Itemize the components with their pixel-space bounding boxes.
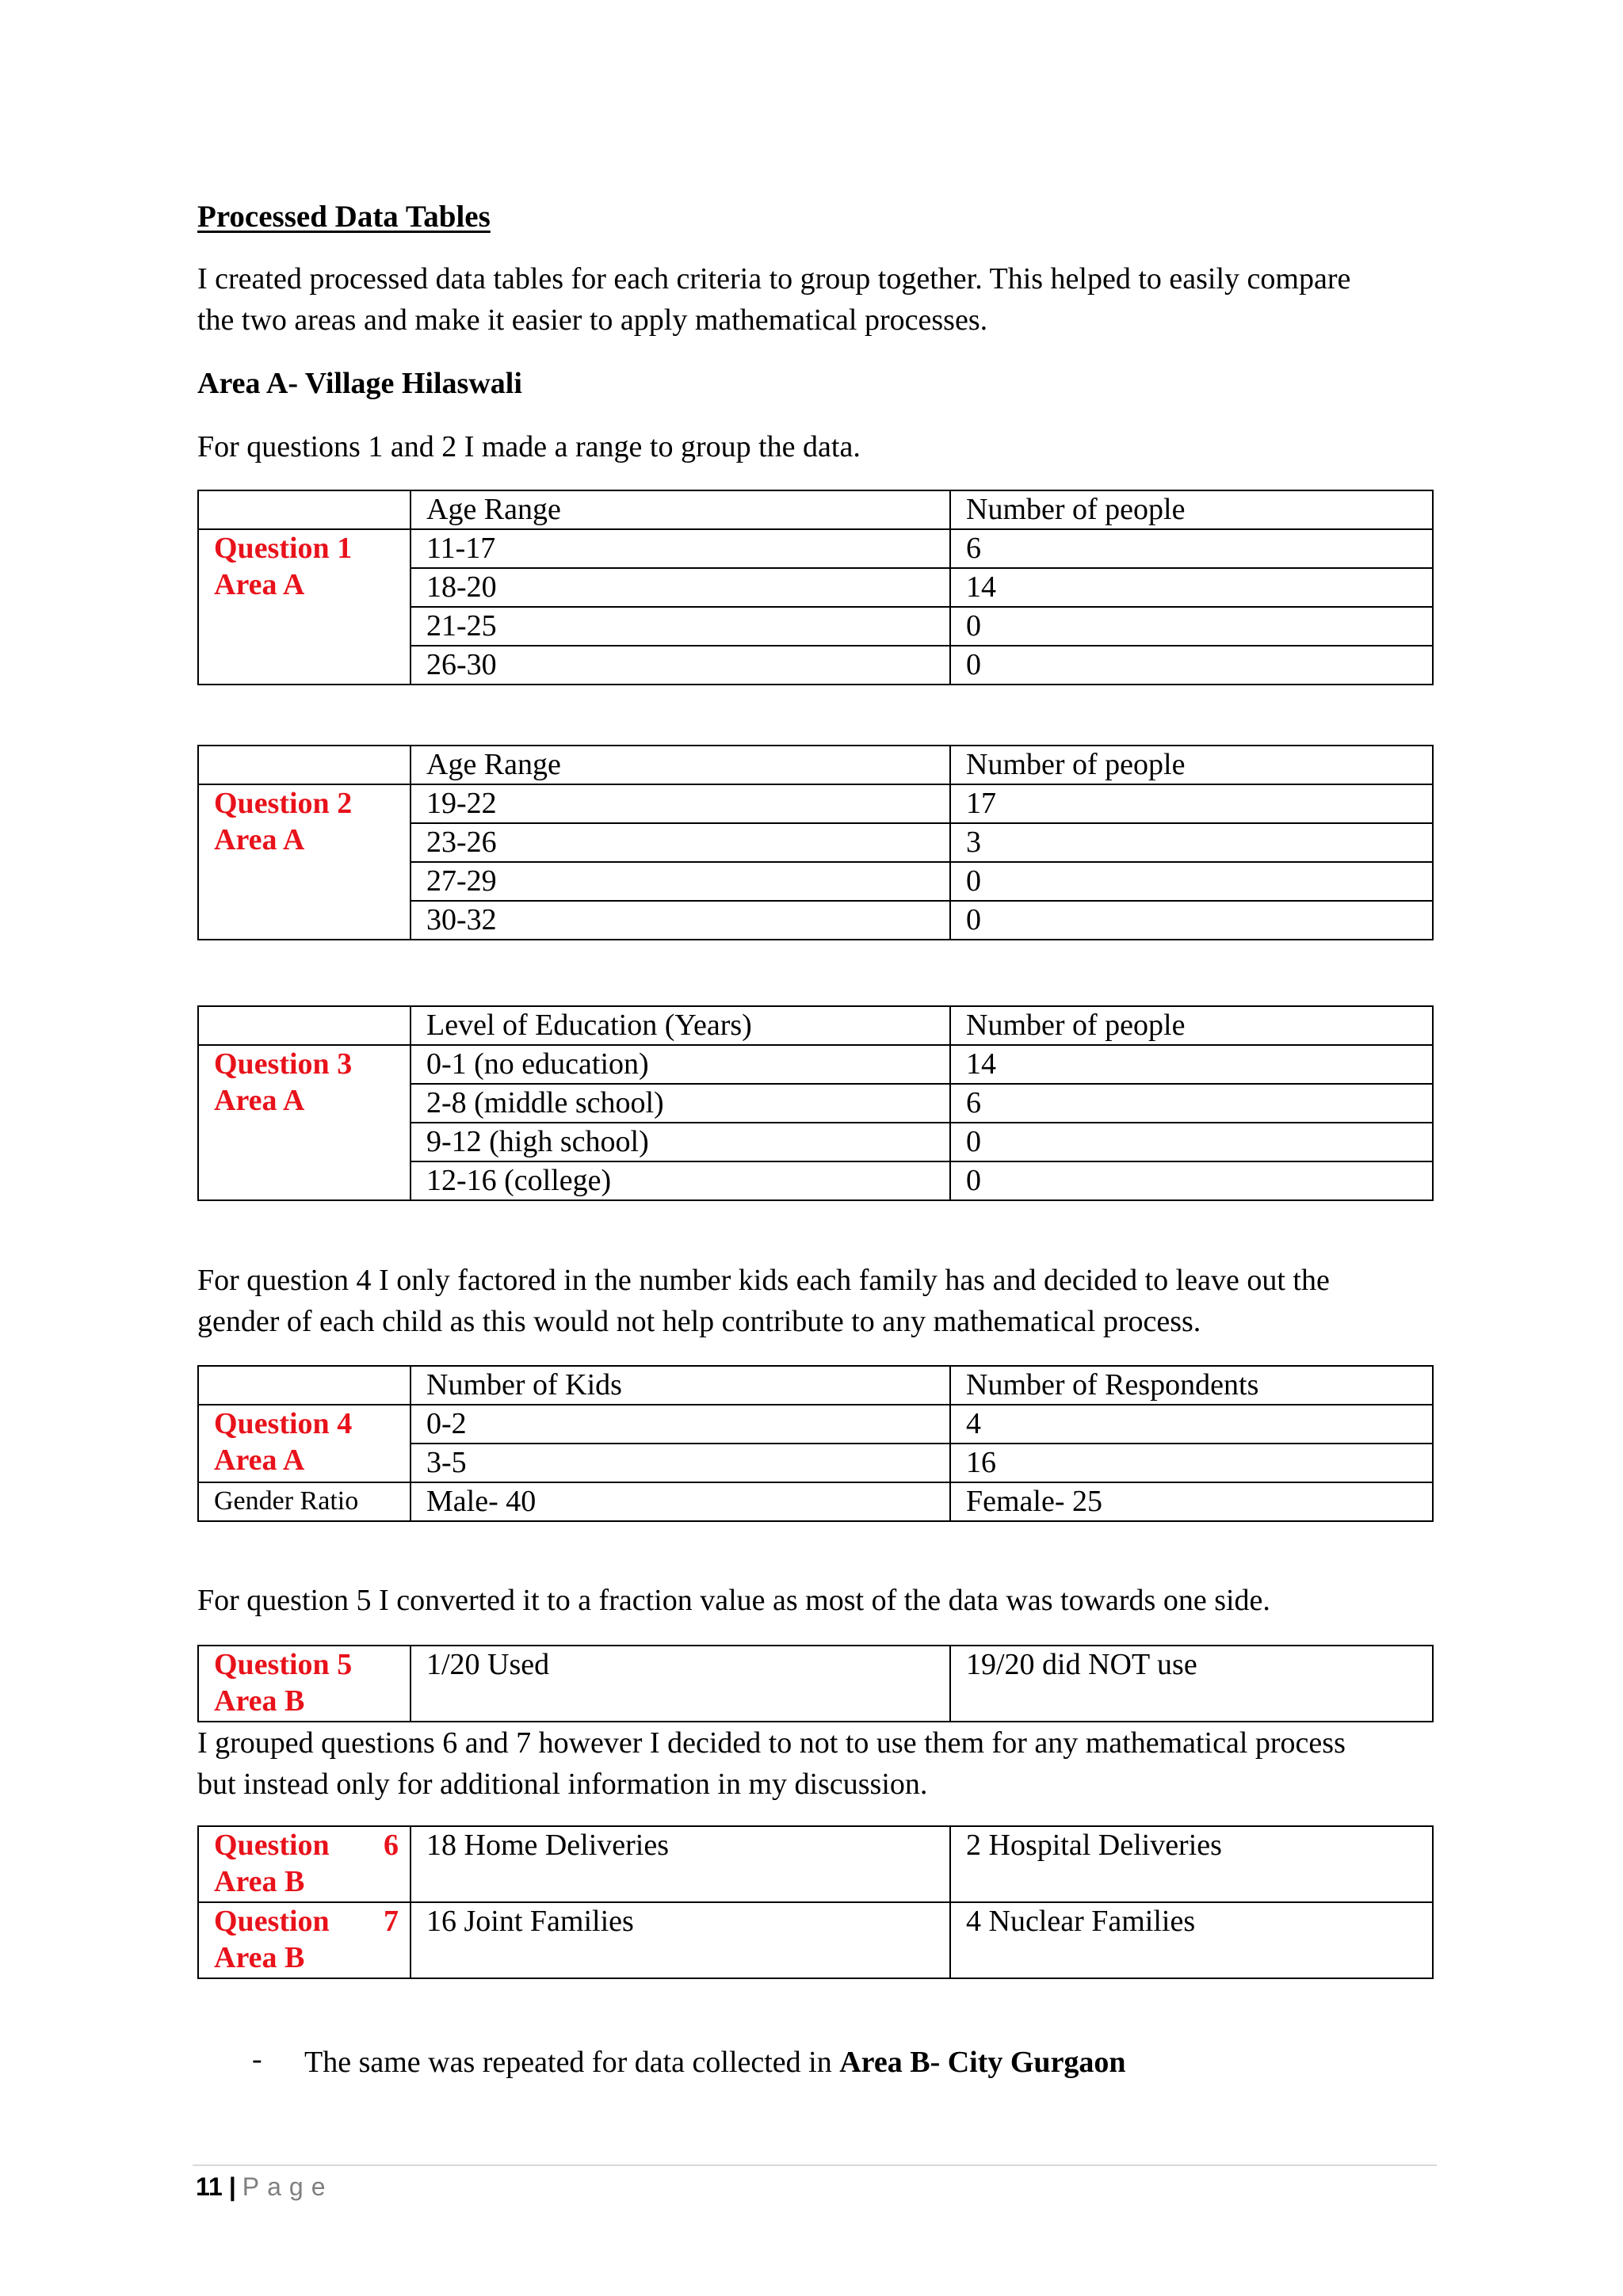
- bullet-item: [304, 2042, 1126, 2083]
- question-label: [198, 1405, 411, 1482]
- empty-header-cell: [198, 746, 411, 784]
- question-label: [198, 1826, 411, 1902]
- table-row: [198, 1482, 1433, 1521]
- table-row: [198, 1646, 1433, 1722]
- value-cell: 19/20 did NOT use: [950, 1646, 1433, 1722]
- q4-note-line-1: For question 4 I only factored in the number kids each family has and decided to leave out the: [197, 1264, 1330, 1297]
- range-cell: 11-17: [411, 529, 950, 568]
- question-number: Question 3: [214, 1047, 353, 1081]
- area-label: Area B: [214, 1865, 305, 1898]
- empty-header-cell: [198, 1366, 411, 1405]
- range-cell: 19-22: [411, 784, 950, 823]
- table-row: [198, 1826, 1433, 1902]
- column-header: Number of people: [950, 490, 1433, 529]
- range-cell: 21-25: [411, 607, 950, 646]
- data-table-4: [197, 1365, 1434, 1522]
- q12-note: For questions 1 and 2 I made a range to group the data.: [197, 430, 861, 463]
- intro-line-1: I created processed data tables for each criteria to group together. This helped to easily compare: [197, 262, 1351, 296]
- count-cell: 0: [950, 607, 1433, 646]
- intro-line-2: the two areas and make it easier to apply mathematical processes.: [197, 303, 988, 337]
- column-header: Number of Respondents: [950, 1366, 1433, 1405]
- table-row: [198, 529, 1433, 568]
- value-cell: 1/20 Used: [411, 1646, 950, 1722]
- q67-note-line-1: I grouped questions 6 and 7 however I decided to not to use them for any mathematical process: [197, 1726, 1346, 1760]
- question-number: Question 6: [214, 1829, 399, 1862]
- data-table-3: [197, 1005, 1434, 1201]
- range-cell: 27-29: [411, 862, 950, 901]
- page-label: Page: [242, 2172, 334, 2201]
- range-cell: 3-5: [411, 1444, 950, 1482]
- data-table-2: [197, 745, 1434, 940]
- count-cell: 0: [950, 1123, 1433, 1161]
- data-table-1: [197, 490, 1434, 685]
- question-number: Question 7: [214, 1905, 399, 1938]
- area-label: Area A: [214, 1084, 305, 1117]
- bullet-text: The same was repeated for data collected in: [304, 2046, 840, 2079]
- value-cell: 16 Joint Families: [411, 1902, 950, 1978]
- value-cell: 2 Hospital Deliveries: [950, 1826, 1433, 1902]
- count-cell: 6: [950, 1084, 1433, 1123]
- table-row: [198, 1405, 1433, 1444]
- empty-header-cell: [198, 1006, 411, 1045]
- header-row: [198, 1366, 1433, 1405]
- range-cell: 26-30: [411, 646, 950, 685]
- column-header: Number of Kids: [411, 1366, 950, 1405]
- count-cell: 16: [950, 1444, 1433, 1482]
- table-row: [198, 784, 1433, 823]
- value-cell: 4 Nuclear Families: [950, 1902, 1433, 1978]
- count-cell: 3: [950, 823, 1433, 862]
- q4-note-line-2: gender of each child as this would not help contribute to any mathematical process.: [197, 1305, 1201, 1338]
- data-table-6: [197, 1825, 1434, 1979]
- question-number: Question 1: [214, 532, 353, 565]
- bullet-marker: -: [252, 2042, 262, 2076]
- question-number: Question 5: [214, 1648, 353, 1681]
- footer-divider: [193, 2164, 1437, 2166]
- value-cell: 18 Home Deliveries: [411, 1826, 950, 1902]
- count-cell: 14: [950, 1045, 1433, 1084]
- table-row: [198, 1902, 1433, 1978]
- range-cell: 0-1 (no education): [411, 1045, 950, 1084]
- data-table-5: [197, 1645, 1434, 1722]
- count-cell: 17: [950, 784, 1433, 823]
- question-label: [198, 1045, 411, 1200]
- column-header: Number of people: [950, 1006, 1433, 1045]
- header-row: [198, 490, 1433, 529]
- area-heading: Area A- Village Hilaswali: [197, 367, 522, 400]
- empty-header-cell: [198, 490, 411, 529]
- question-label: [198, 1902, 411, 1978]
- header-row: [198, 746, 1433, 784]
- area-label: Area A: [214, 568, 305, 601]
- column-header: Number of people: [950, 746, 1433, 784]
- value-cell: Female- 25: [950, 1482, 1433, 1521]
- page-footer: [196, 2172, 334, 2202]
- question-number: Question 2: [214, 787, 353, 820]
- count-cell: 4: [950, 1405, 1433, 1444]
- count-cell: 0: [950, 646, 1433, 685]
- question-label: [198, 784, 411, 940]
- range-cell: 18-20: [411, 568, 950, 607]
- q67-note-line-2: but instead only for additional information in my discussion.: [197, 1768, 928, 1801]
- count-cell: 0: [950, 901, 1433, 940]
- bullet-bold-text: Area B- City Gurgaon: [839, 2046, 1126, 2079]
- range-cell: 30-32: [411, 901, 950, 940]
- area-label: Area A: [214, 1444, 305, 1477]
- range-cell: 23-26: [411, 823, 950, 862]
- count-cell: 0: [950, 862, 1433, 901]
- count-cell: 6: [950, 529, 1433, 568]
- question-number: Question 4: [214, 1407, 353, 1440]
- table-row: [198, 1045, 1433, 1084]
- column-header: Age Range: [411, 490, 950, 529]
- count-cell: 0: [950, 1161, 1433, 1200]
- question-label: [198, 529, 411, 685]
- question-label: [198, 1646, 411, 1722]
- range-cell: 2-8 (middle school): [411, 1084, 950, 1123]
- area-label: Area A: [214, 823, 305, 856]
- range-cell: 0-2: [411, 1405, 950, 1444]
- area-label: Area B: [214, 1684, 305, 1718]
- q5-note: For question 5 I converted it to a fraction value as most of the data was towards one side.: [197, 1584, 1270, 1617]
- column-header: Age Range: [411, 746, 950, 784]
- header-row: [198, 1006, 1433, 1045]
- page-heading: Processed Data Tables: [197, 200, 491, 234]
- area-label: Area B: [214, 1941, 305, 1974]
- column-header: Level of Education (Years): [411, 1006, 950, 1045]
- range-cell: 9-12 (high school): [411, 1123, 950, 1161]
- footer-separator: |: [228, 2172, 236, 2201]
- count-cell: 14: [950, 568, 1433, 607]
- value-cell: Male- 40: [411, 1482, 950, 1521]
- page-number: 11: [196, 2172, 223, 2201]
- range-cell: 12-16 (college): [411, 1161, 950, 1200]
- row-label: Gender Ratio: [198, 1482, 411, 1521]
